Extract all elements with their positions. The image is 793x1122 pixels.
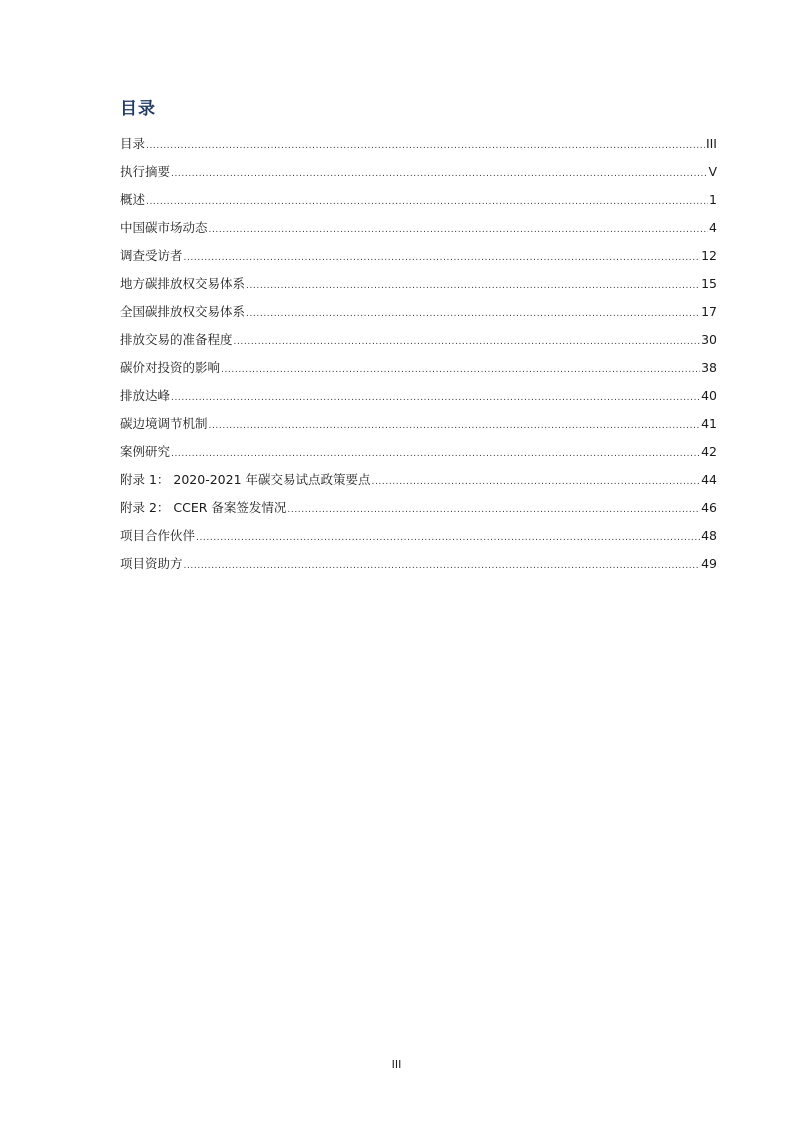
toc-dot-leader [171, 164, 707, 184]
toc-entry[interactable] [120, 246, 717, 274]
toc-entry[interactable] [120, 162, 717, 190]
toc-entry[interactable] [120, 498, 717, 526]
toc-entry-page: 49 [701, 556, 717, 571]
toc-entry-page: 38 [701, 360, 717, 375]
toc-entry-page: 46 [701, 500, 717, 515]
toc-entry-page: 42 [701, 444, 717, 459]
page-number: III [391, 1058, 402, 1071]
toc-entry-label: 附录 1： 2020-2021 年碳交易试点政策要点 [120, 472, 371, 487]
toc-entry-page: 30 [701, 332, 717, 347]
toc-entry-label: 概述 [120, 192, 146, 207]
toc-entry-label: 附录 2： CCER 备案签发情况 [120, 500, 287, 515]
toc-dot-leader [146, 192, 708, 212]
toc-dot-leader [196, 528, 700, 548]
toc-entry[interactable] [120, 134, 717, 162]
toc-entry-label: 地方碳排放权交易体系 [120, 276, 246, 291]
toc-entry-page: 12 [701, 248, 717, 263]
toc-entry[interactable] [120, 470, 717, 498]
toc-entry-page: 44 [701, 472, 717, 487]
toc-entry[interactable] [120, 554, 717, 582]
toc-dot-leader [209, 220, 709, 240]
toc-entry[interactable] [120, 302, 717, 330]
toc-entry-label: 碳边境调节机制 [120, 416, 208, 431]
toc-entry[interactable] [120, 358, 717, 386]
toc-entry-label: 排放达峰 [120, 388, 171, 403]
toc-entry-page: 17 [701, 304, 717, 319]
toc-dot-leader [184, 248, 701, 268]
toc-entry-label: 案例研究 [120, 444, 171, 459]
toc-entry-page: 40 [701, 388, 717, 403]
toc-entry-label: 全国碳排放权交易体系 [120, 304, 246, 319]
toc-entry[interactable] [120, 414, 717, 442]
toc-entry-label: 调查受访者 [120, 248, 183, 263]
toc-entry-label: 项目资助方 [120, 556, 183, 571]
toc-entry-page: III [705, 136, 717, 151]
toc-entry-label: 碳价对投资的影响 [120, 360, 221, 375]
toc-dot-leader [234, 332, 701, 352]
toc-dot-leader [171, 388, 700, 408]
toc-dot-leader [171, 444, 700, 464]
toc-entry-page: 1 [709, 192, 717, 207]
toc-entry-label: 排放交易的准备程度 [120, 332, 233, 347]
toc-entry-page: V [708, 164, 717, 179]
toc-entry-label: 执行摘要 [120, 164, 171, 179]
toc-entry[interactable] [120, 442, 717, 470]
toc-dot-leader [221, 360, 700, 380]
toc-entry[interactable] [120, 386, 717, 414]
toc-entry-page: 15 [701, 276, 717, 291]
toc-entry[interactable] [120, 526, 717, 554]
toc-dot-leader [246, 276, 700, 296]
toc-dot-leader [246, 304, 700, 324]
toc-entry[interactable] [120, 330, 717, 358]
toc-entry-page: 48 [701, 528, 717, 543]
toc-entry-label: 目录 [120, 136, 146, 151]
toc-dot-leader [146, 136, 705, 156]
toc-dot-leader [287, 500, 700, 520]
toc-entry-label: 中国碳市场动态 [120, 220, 208, 235]
toc-dot-leader [372, 472, 701, 492]
toc-entry[interactable] [120, 190, 717, 218]
toc-dot-leader [184, 556, 701, 576]
toc-dot-leader [209, 416, 701, 436]
toc-entry[interactable] [120, 274, 717, 302]
toc-entry-page: 41 [701, 416, 717, 431]
page-title: 目录 [120, 99, 156, 119]
toc-entry[interactable] [120, 218, 717, 246]
table-of-contents [120, 134, 717, 582]
toc-entry-label: 项目合作伙伴 [120, 528, 196, 543]
toc-entry-page: 4 [709, 220, 717, 235]
